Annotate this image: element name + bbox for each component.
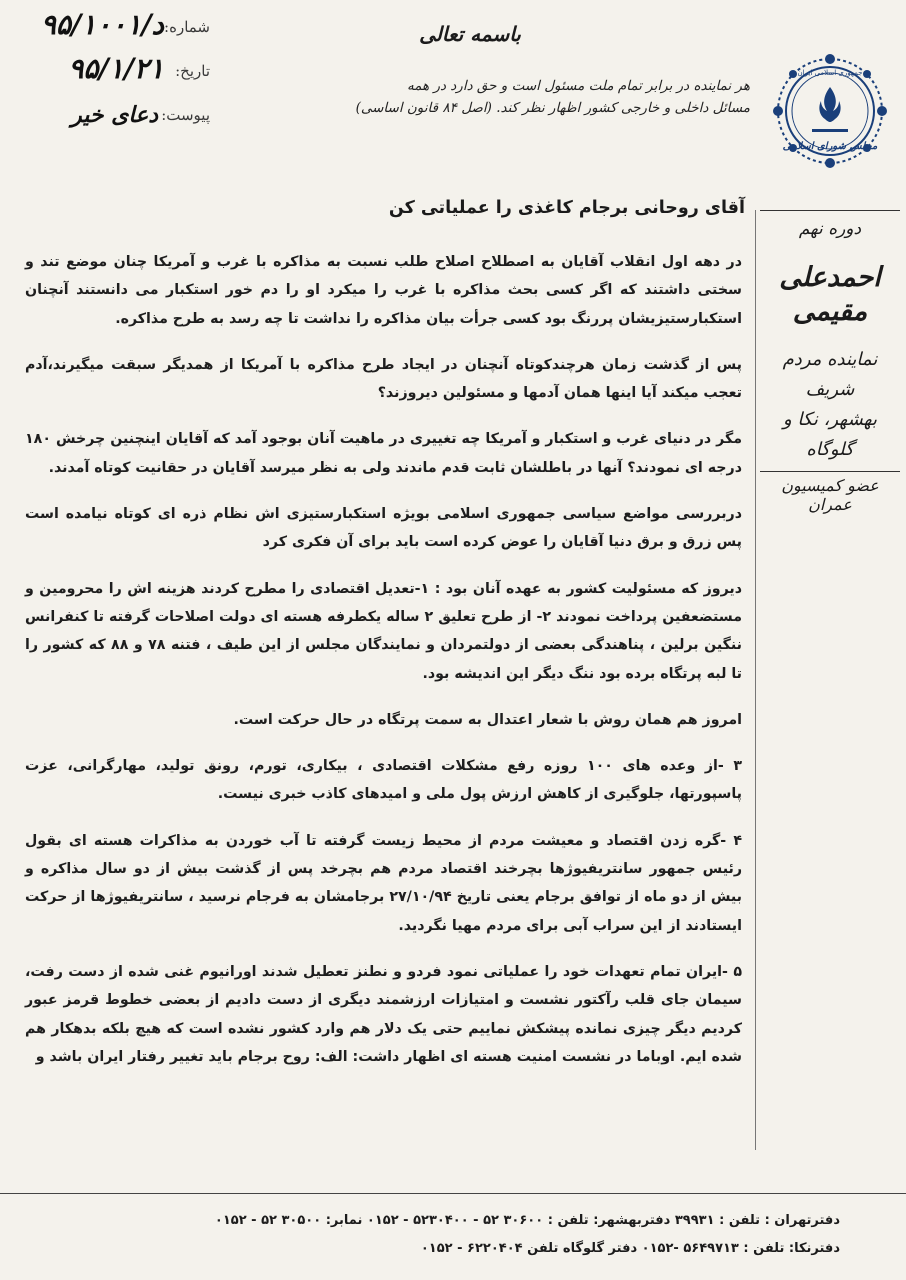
footer-line-2: دفترنکا: تلفن : ۵۶۴۹۷۱۳ -۰۱۵۲ دفتر گلوگاه تلفن ۶۲۲۰۴۰۴ - ۰۱۵۲ [420, 1241, 840, 1256]
parliament-term: دوره نهم [798, 219, 862, 239]
number-label: شماره: [164, 18, 210, 36]
quote-line-2: مسائل داخلی و خارجی کشور اظهار نظر کند. (اصل ۸۴ قانون اساسی) [355, 100, 750, 116]
attachment-label: پیوست: [161, 106, 210, 124]
representative-name: احمدعلی مقیمی [779, 262, 881, 327]
sidebar-divider [760, 210, 900, 211]
paragraph: ۴ -گره زدن اقتصاد و معیشت مردم از محیط زیست گرفته تا آب خوردن به مذاکرات هسته ای بقول رئیس جمهور سانتریفیوژها بچرخند اقتصاد مردم هم بچرخد پس از گذشت بیش از دو سال مذاکره و بیش از دو ماه از توافق برجام یعنی تاریخ ۲۷/۱۰/۹۴ برجامشان به فرجام نرسید ، سانتریفیوژها از حرکت ایستادند از این سراب آبی برای مردم مهیا نگردید. [25, 832, 742, 934]
representative-role-line-1: نماینده مردم شریف [782, 349, 878, 400]
emblem-text-top: جمهوری اسلامی ایران [797, 69, 863, 77]
bismillah: باسمه تعالی [419, 22, 521, 46]
letter-meta [10, 8, 210, 140]
paragraph: دیروز که مسئولیت کشور به عهده آنان بود : ۱-تعدیل اقتصادی را مطرح کردند هزینه اش را محرومین و مستضعفین پرداخت نمودند ۲- از طرح تعلیق ۲ ساله یکطرفه هسته ای دولت اصلاحات گرفته تا کنفرانس ننگین برلین ، پناهندگی بعضی از دولتمردان و نمایندگان مجلس از این طیف ، فتنه ۷۸ و ۸۸ که کشور را تا لبه پرتگاه برده بود ننگ دیگر این اندیشه بود. [25, 580, 743, 682]
letter-body [25, 248, 742, 1089]
date-value: ۹۵/۱/۲۱ [68, 52, 164, 85]
sidebar-separator [755, 210, 756, 1150]
emblem-text-main: مجلس شورای اسلامی [782, 141, 878, 152]
paragraph: دربررسی مواضع سیاسی جمهوری اسلامی بویژه استکبارستیزی اش نظام ذره ای کوتاه نیامده است پس زرق و برق دنیا آقایان را عوض کرده است باید برای آن فکری کرد [25, 506, 742, 551]
quote-line-1: هر نماینده در برابر تمام ملت مسئول است و حق دارد در همه [407, 78, 750, 94]
constitution-quote [340, 75, 750, 119]
paragraph: ۳ -از وعده های ۱۰۰ روزه رفع مشکلات اقتصادی ، بیکاری، تورم، رونق تولید، مهارگرانی، عزت پاسپورتها، جلوگیری از کاهش ارزش پول ملی و امیدهای کاذب خبری نیست. [25, 758, 742, 803]
paragraph: امروز هم همان روش با شعار اعتدال به سمت پرتگاه در حال حرکت است. [233, 711, 742, 728]
paragraph: مگر در دنیای غرب و استکبار و آمریکا چه تغییری در ماهیت آنان بوجود آمد که آقایان اینچنین چرخش ۱۸۰ درجه ای نمودند؟ آنها در باطلشان ثابت قدم ماندند ولی به نظر میرسد آقایان در حقانیت کوتاه آمدند. [25, 431, 742, 476]
representative-role-line-2: بهشهر، نکا و گلوگاه [783, 409, 877, 460]
number-row [10, 8, 210, 52]
date-label: تاریخ: [175, 62, 210, 80]
date-row [10, 52, 210, 96]
number-value: ۹۵/د/۱۰۰۱ [40, 8, 164, 41]
commission-membership: عضو کمیسیون عمران [760, 471, 900, 514]
representative-sidebar [760, 210, 900, 514]
parliament-emblem-icon [770, 45, 890, 180]
attachment-value: دعای خیر [71, 102, 158, 128]
footer-divider [0, 1193, 906, 1194]
letter-title: آقای روحانی برجام کاغذی را عملیاتی کن [388, 198, 745, 218]
paragraph: پس از گذشت زمان هرچندکوتاه آنچنان در ایجاد طرح مذاکره با آمریکا از همدیگر سبقت میگیرند،آدم تعجب میکند آیا اینها همان آدمها و مسئولین دیروزند؟ [25, 356, 742, 402]
paragraph: در دهه اول انقلاب آقایان به اصطلاح اصلاح طلب نسبت به مذاکره با غرب و آمریکا چنان موضع تند و سختی داشتند که اگر کسی بحث مذاکره با غرب را میکرد او را دم خور استکبار می دانستند آنچنان استکبارستیزیشان پررنگ بود کسی جرأت بیان مذاکره را نداشت تا چه رسد به طرح مذاکره. [25, 254, 742, 327]
attachment-row [10, 96, 210, 140]
paragraph: ۵ -ایران تمام تعهدات خود را عملیاتی نمود فردو و نطنز تعطیل شدند اورانیوم غنی شده از دست رفت، سیمان جای قلب رآکتور نشست و امتیازات ارزشمند دیگری از دست دادیم از بعضی خطوط قرمز عبور کردیم دیگر چیزی نمانده پیشکش نماییم حتی یک دلار هم وارد کشور نشده است که هیچ بلکه بدهکار هم شده ایم. اوباما در نشست امنیت هسته ای اظهار داشت: الف: روح برجام باید تغییر رفتار ایران باشد و [25, 963, 742, 1065]
office-contacts [40, 1207, 840, 1263]
footer-line-1: دفترتهران : تلفن : ۳۹۹۳۱ دفتربهشهر: تلفن : ۳۰۶۰۰ ۵۲ - ۵۲۳۰۴۰۰ - ۰۱۵۲ نمابر: ۳۰۵۰۰ ۵۲ - ۰۱۵۲ [214, 1213, 840, 1228]
